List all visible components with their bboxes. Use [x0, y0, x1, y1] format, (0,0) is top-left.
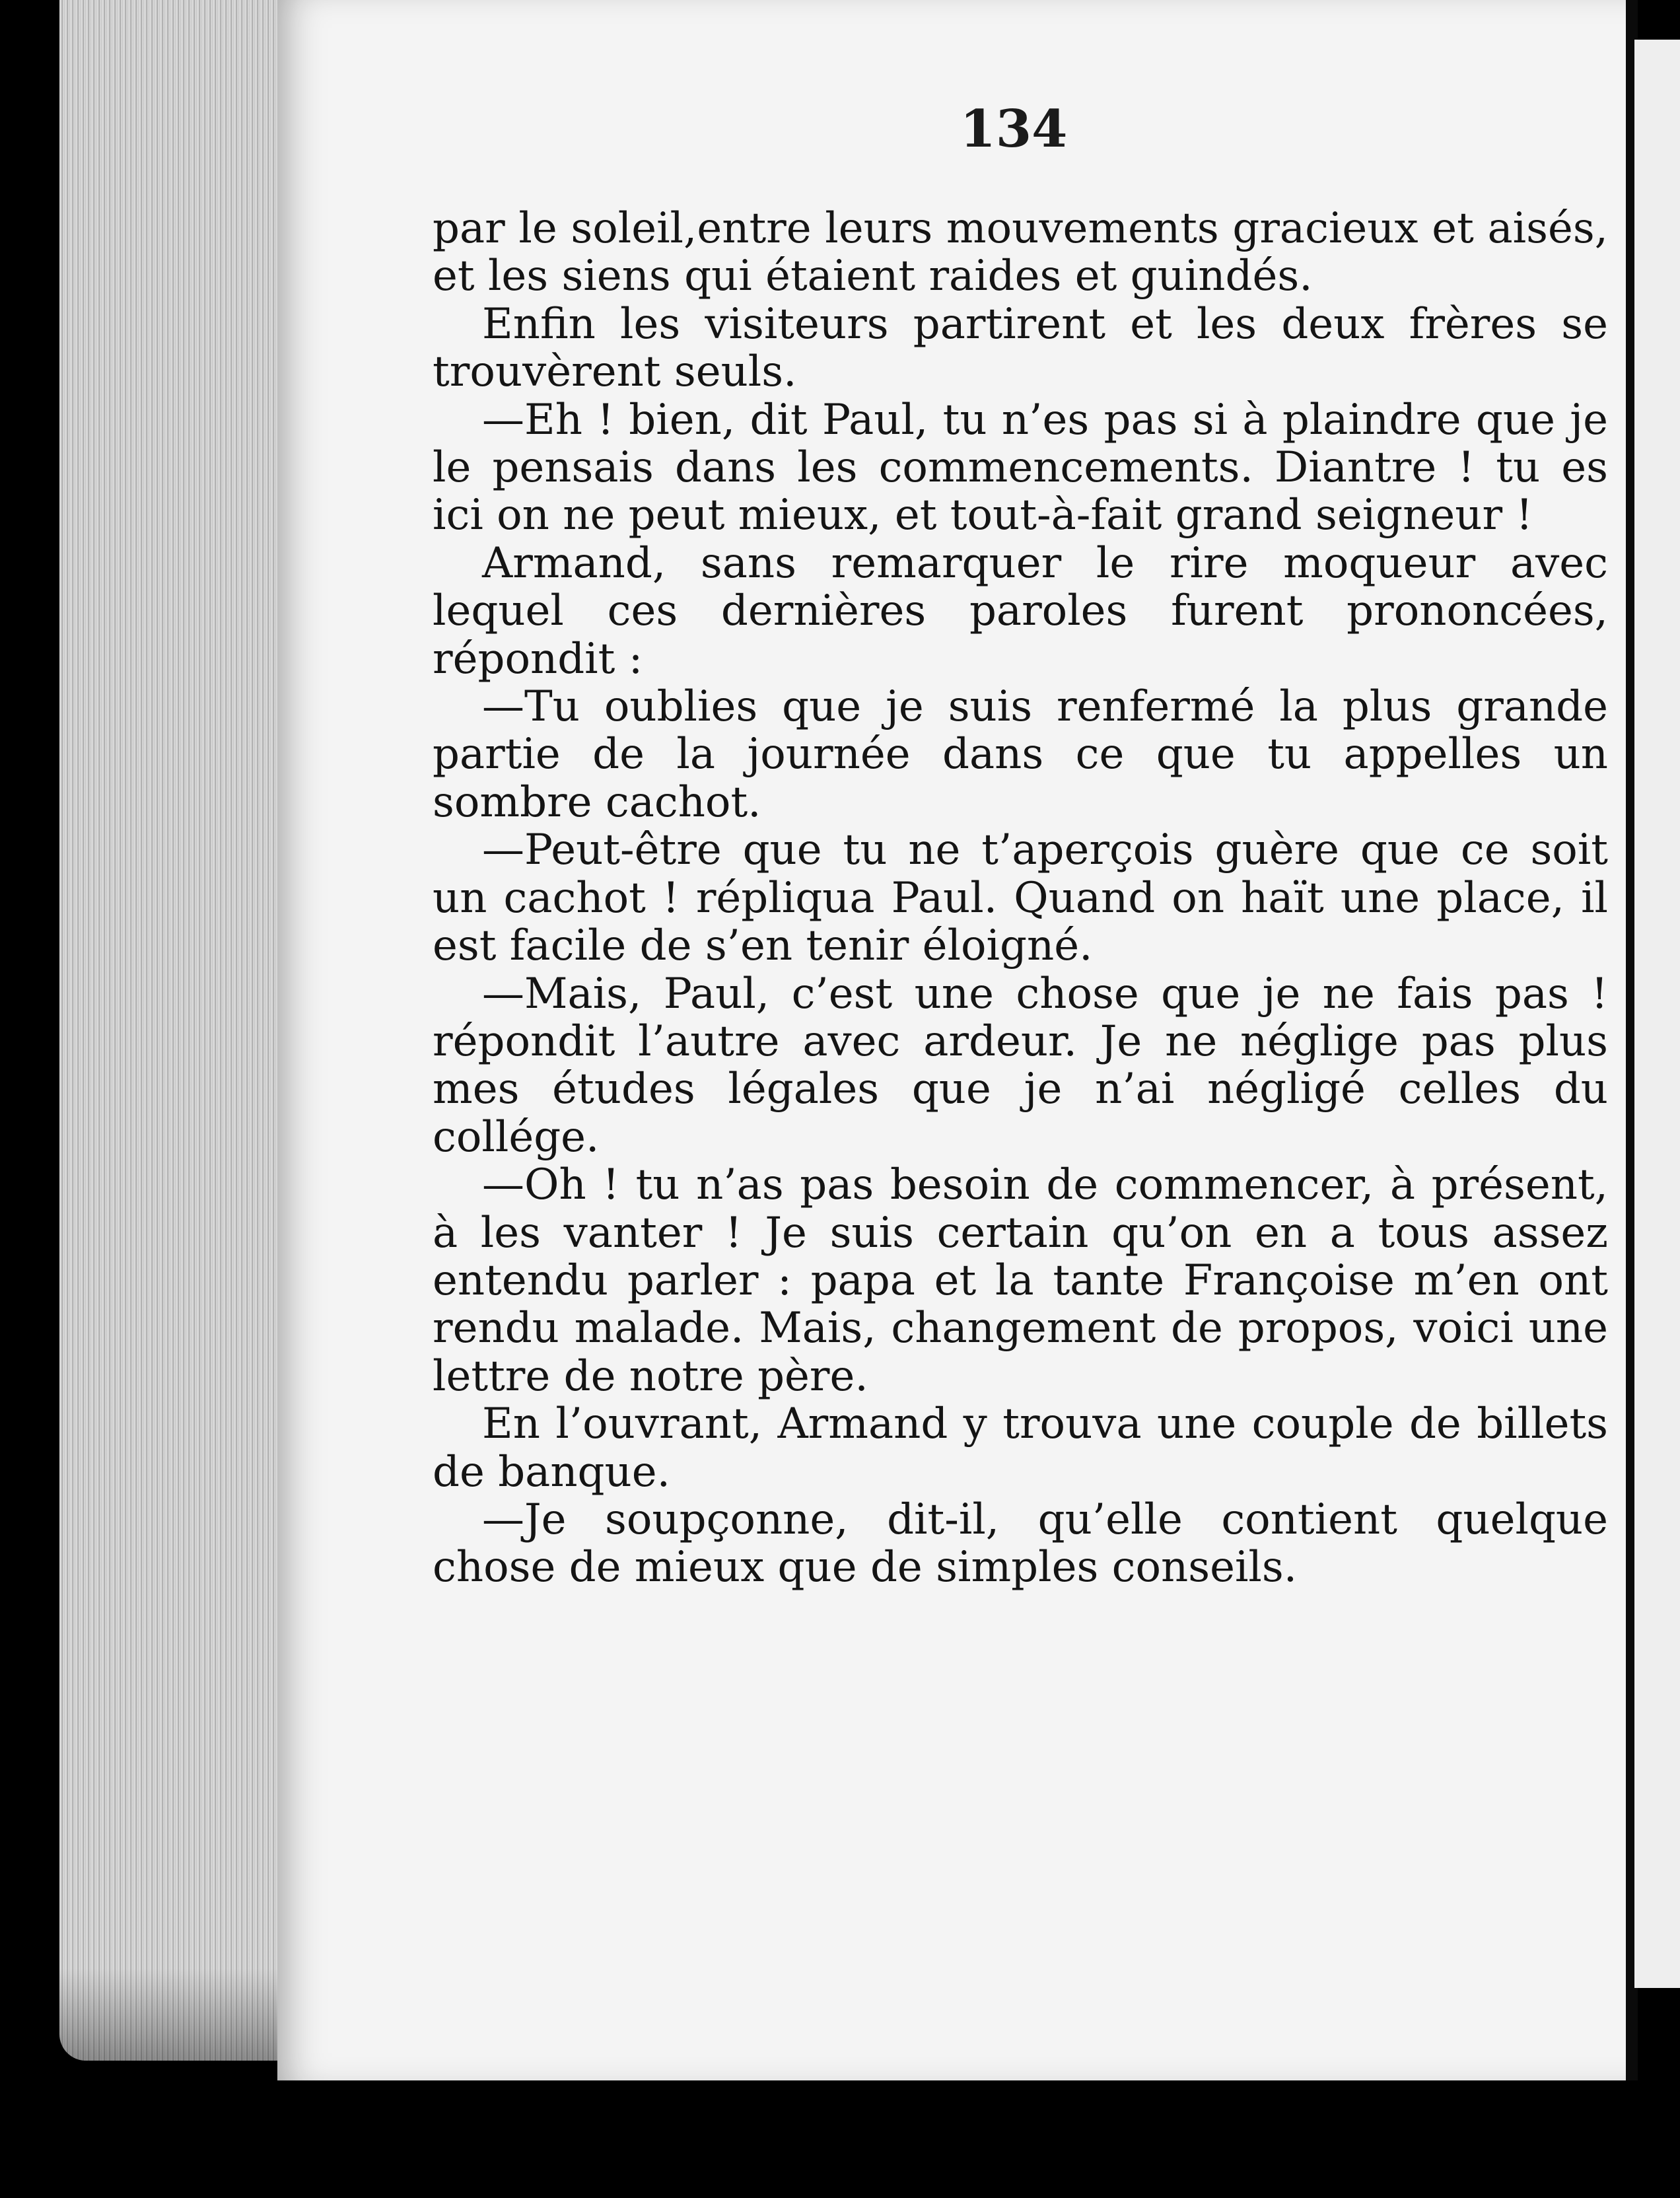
paragraph: —Oh ! tu n’as pas besoin de commencer, à présent, à les vanter ! Je suis certain qu’on en a tous assez entendu parler : papa et la tante Françoise m’en ont rendu malade. Mais, changement de propos, voici une lettre de notre père.: [433, 1160, 1608, 1401]
paragraph: —Eh ! bien, dit Paul, tu n’es pas si à plaindre que je le pensais dans les commencements. Diantre ! tu es ici on ne peut mieux, et tout-à-fait grand seigneur !: [433, 395, 1608, 540]
page-edges: [59, 0, 277, 2061]
next-page-edge: [1634, 40, 1680, 1988]
paragraph: par le soleil,entre leurs mouvements gracieux et aisés, et les siens qui étaient raides et guindés.: [433, 204, 1608, 301]
paragraph: —Tu oublies que je suis renfermé la plus grande partie de la journée dans ce que tu appelles un sombre cachot.: [433, 682, 1608, 827]
book-page: [277, 0, 1631, 2080]
paragraph: En l’ouvrant, Armand y trouva une couple de billets de banque.: [433, 1400, 1608, 1497]
paragraph: Armand, sans remarquer le rire moqueur avec lequel ces dernières paroles furent prononcées, répondit :: [433, 538, 1608, 684]
paragraph: —Peut-être que tu ne t’aperçois guère que ce soit un cachot ! répliqua Paul. Quand on haït une place, il est facile de s’en tenir éloigné.: [433, 826, 1608, 971]
page-number: 134: [960, 99, 1068, 159]
paragraph: —Mais, Paul, c’est une chose que je ne fais pas ! répondit l’autre avec ardeur. Je ne néglige pas plus mes études légales que je n’ai négligé celles du collége.: [433, 969, 1608, 1162]
paragraph: Enfin les visiteurs partirent et les deux frères se trouvèrent seuls.: [433, 299, 1608, 397]
body-text: [433, 205, 1608, 1592]
paragraph: —Je soupçonne, dit-il, qu’elle contient quelque chose de mieux que de simples conseils.: [433, 1495, 1608, 1592]
